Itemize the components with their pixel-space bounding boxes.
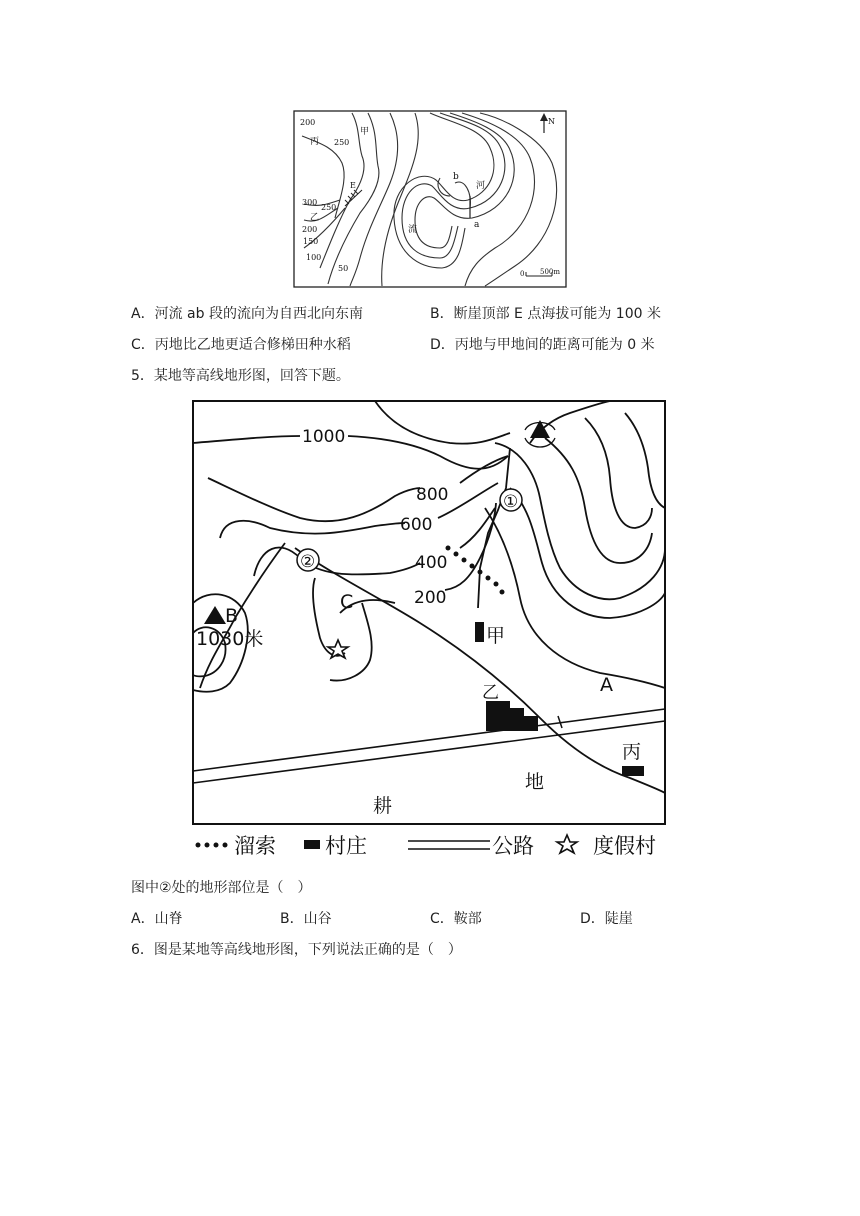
label-circle1: ①: [503, 492, 519, 512]
q4-option-b: B．断崖顶部 E 点海拔可能为 100 米: [430, 306, 661, 322]
label-E: E: [350, 181, 356, 190]
q5-sub-question: 图中②处的地形部位是（ ）: [131, 880, 312, 896]
village-jia-icon: [475, 622, 484, 642]
legend-resort: 度假村: [593, 834, 656, 858]
label-c250a: 250: [334, 138, 350, 147]
q4-option-c: C．丙地比乙地更适合修梯田种水稻: [131, 337, 351, 353]
q5-option-d: D．陡崖: [580, 911, 633, 927]
label-c200b: 200: [302, 225, 318, 234]
label-C: C: [340, 591, 354, 613]
label-b: b: [453, 172, 459, 182]
label-circle2: ②: [300, 552, 316, 572]
q5-option-a: A．山脊: [131, 911, 183, 927]
label-bing: 丙: [622, 741, 642, 763]
q6-stem: 6．图是某地等高线地形图，下列说法正确的是（ ）: [131, 942, 462, 958]
label-c100: 100: [306, 253, 322, 262]
label-scale0: 0: [520, 270, 525, 278]
label-B: B: [225, 605, 239, 627]
label-c200: 200: [414, 588, 447, 608]
label-c50: 50: [338, 264, 349, 273]
map-legend: [196, 834, 657, 858]
legend-road: 公路: [492, 834, 534, 858]
q4-option-a: A．河流 ab 段的流向为自西北向东南: [131, 306, 363, 322]
label-c1000: 1000: [302, 427, 346, 447]
legend-village: 村庄: [325, 834, 367, 858]
label-liu: 流: [408, 225, 418, 235]
label-c300: 300: [302, 198, 318, 207]
label-di: 地: [525, 771, 545, 793]
contour-map-1: [290, 108, 570, 290]
label-c400: 400: [415, 553, 448, 573]
label-A: A: [600, 674, 613, 696]
label-c250b: 250: [321, 203, 337, 212]
label-geng: 耕: [373, 795, 393, 817]
label-bing: 丙: [310, 137, 320, 147]
label-peak-elevation: 1030米: [196, 628, 264, 650]
label-c600: 600: [400, 515, 433, 535]
label-scale500: 500m: [540, 268, 560, 276]
q5-option-b: B．山谷: [280, 911, 332, 927]
label-yi: 乙: [482, 683, 499, 703]
q5-option-c: C．鞍部: [430, 911, 482, 927]
legend-cableway: 溜索: [234, 834, 276, 858]
contour-map-2: [190, 398, 670, 868]
q4-option-d: D．丙地与甲地间的距离可能为 0 米: [430, 337, 655, 353]
label-jia: 甲: [360, 127, 370, 137]
q5-stem: 5．某地等高线地形图，回答下题。: [131, 368, 350, 384]
label-a: a: [474, 220, 480, 230]
label-he: 河: [476, 181, 486, 191]
label-c150: 150: [303, 237, 319, 246]
label-north: N: [548, 117, 555, 126]
label-c200: 200: [300, 118, 316, 127]
label-yi: 乙: [310, 213, 320, 223]
label-jia: 甲: [486, 625, 506, 647]
village-bing-icon: [622, 766, 644, 776]
label-c800: 800: [416, 485, 449, 505]
